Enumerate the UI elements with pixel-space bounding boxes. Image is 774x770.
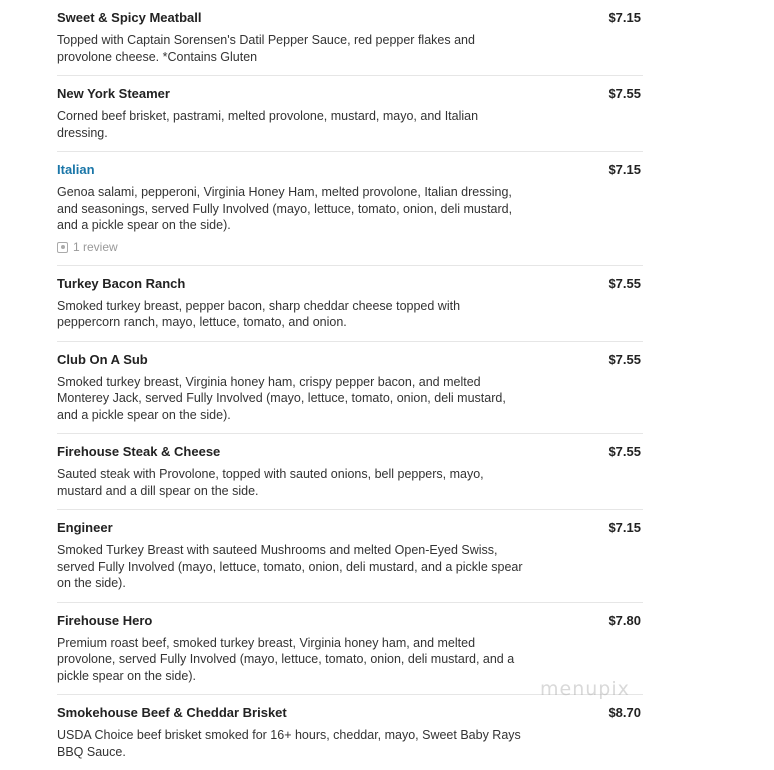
- item-name-link[interactable]: Italian: [57, 162, 95, 177]
- item-name: New York Steamer: [57, 86, 170, 101]
- item-price: $7.55: [608, 275, 641, 291]
- item-description: Smoked turkey breast, pepper bacon, sharp cheddar cheese topped with peppercorn ranch, mayo, lettuce, tomato, and onion.: [57, 298, 461, 329]
- item-description: Premium roast beef, smoked turkey breast, Virginia honey ham, and melted provolone, served Fully Involved (mayo, lettuce, tomato, onion, deli mustard, and a pickle spear on the side).: [57, 635, 515, 683]
- menu-item-sweet-spicy-meatball: [57, 0, 643, 76]
- item-description: Topped with Captain Sorensen's Datil Pepper Sauce, red pepper flakes and provolone cheese. *Contains Gluten: [57, 33, 475, 64]
- item-name: Firehouse Steak & Cheese: [57, 444, 221, 459]
- item-description: Smoked Turkey Breast with sauteed Mushrooms and melted Open-Eyed Swiss, served Fully Involved (mayo, lettuce, tomato, onion, deli mustard, and a pickle spear on the side).: [57, 543, 523, 590]
- item-description: USDA Choice beef brisket smoked for 16+ hours, cheddar, mayo, Sweet Baby Rays BBQ Sauce.: [57, 728, 521, 759]
- review-count: 1 review: [73, 239, 118, 254]
- item-name: Smokehouse Beef & Cheddar Brisket: [57, 705, 287, 720]
- review-icon: [57, 242, 68, 253]
- item-name: Club On A Sub: [57, 351, 148, 367]
- review-link[interactable]: [57, 240, 643, 255]
- item-price: $7.15: [608, 162, 641, 177]
- menu-item-italian: [57, 152, 643, 266]
- item-price: $7.55: [608, 444, 641, 459]
- item-price: $7.15: [608, 10, 641, 25]
- item-name: Turkey Bacon Ranch: [57, 275, 186, 291]
- item-description: Smoked turkey breast, Virginia honey ham, crispy pepper bacon, and melted Monterey Jack, served Fully Involved (mayo, lettuce, tomato, onion, deli mustard, and a pickle spear on the side).: [57, 374, 506, 422]
- menu-item-club-on-a-sub: [57, 342, 643, 435]
- menu-item-new-york-steamer: [57, 76, 643, 152]
- item-description: Sauted steak with Provolone, topped with sauted onions, bell peppers, mayo, mustard and a dill spear on the side.: [57, 467, 484, 498]
- item-description: Genoa salami, pepperoni, Virginia Honey Ham, melted provolone, Italian dressing, and seasonings, served Fully Involved (mayo, lettuce, tomato, onion, deli mustard, and a pickle spear on the side).: [57, 185, 513, 232]
- menu-item-firehouse-steak-cheese: [57, 434, 643, 510]
- item-price: $7.55: [608, 86, 641, 101]
- menu-list: [57, 0, 643, 770]
- menu-item-smokehouse-beef-cheddar-brisket: [57, 695, 643, 770]
- watermark: menupix: [540, 678, 630, 700]
- menu-item-turkey-bacon-ranch: [57, 266, 643, 342]
- item-name: Sweet & Spicy Meatball: [57, 10, 202, 25]
- item-price: $8.70: [608, 705, 641, 720]
- item-price: $7.55: [608, 351, 641, 367]
- item-name: Firehouse Hero: [57, 612, 153, 628]
- item-description: Corned beef brisket, pastrami, melted provolone, mustard, mayo, and Italian dressing.: [57, 109, 479, 140]
- item-price: $7.15: [608, 520, 641, 535]
- item-price: $7.80: [608, 612, 641, 628]
- menu-item-engineer: [57, 510, 643, 603]
- item-name: Engineer: [57, 520, 113, 535]
